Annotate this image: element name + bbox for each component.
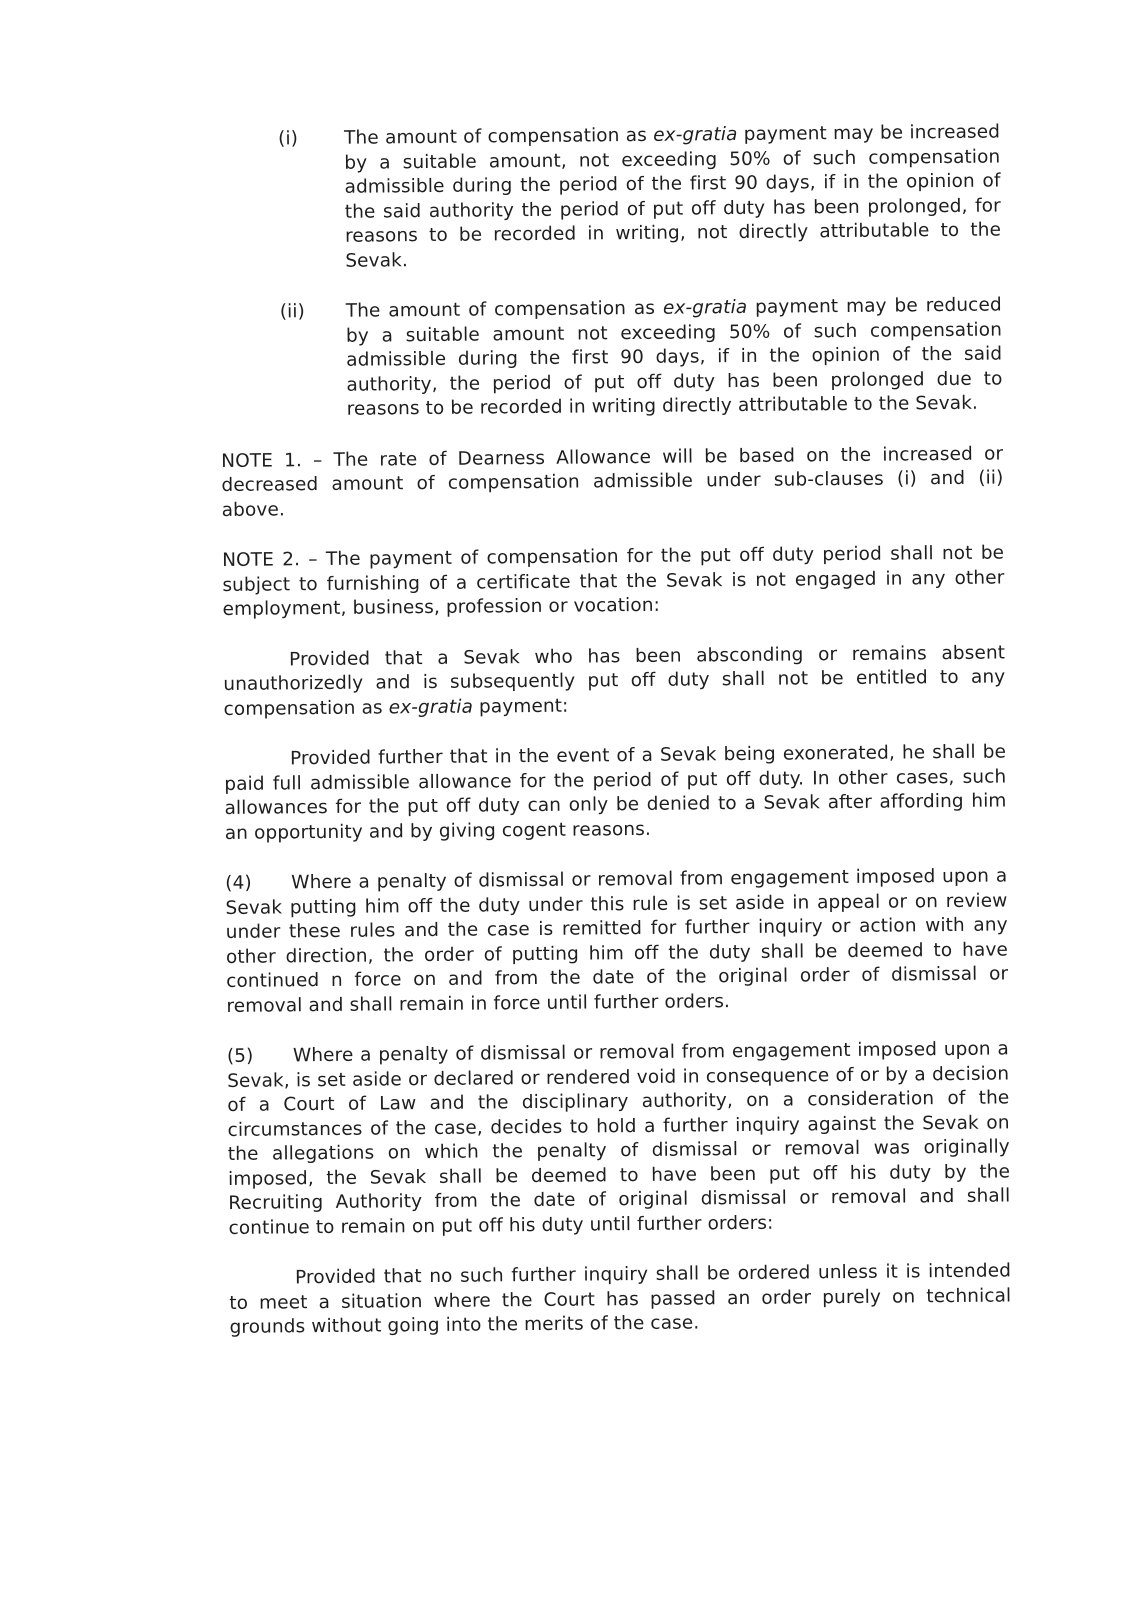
clause-text-start: The amount of compensation as — [345, 297, 664, 322]
paragraph-number: (5) — [226, 1045, 254, 1067]
document-body — [218, 120, 1012, 1366]
clause-text — [346, 293, 1003, 422]
clause-number: (i) — [278, 128, 299, 150]
clause-text-italic: ex-gratia — [662, 296, 748, 319]
paragraph-5 — [227, 1037, 1011, 1240]
paragraph-4 — [225, 864, 1008, 1018]
proviso-text-start: Provided that a Sevak who has been absconding or remains absent unauthorizedly and is subsequently put off duty shall not be entitled to any compensation as — [223, 641, 1006, 720]
clause-text-end: payment may be reduced by a suitable amount not exceeding 50% of such compensation admissible during the first 90 days, if in the opinion of the said authority, the period of put off duty has been prolonged due to reasons to be recorded in writing directly attributable to the Sevak. — [345, 294, 1003, 420]
clause-ii — [220, 293, 1003, 423]
proviso-1 — [223, 641, 1006, 722]
clause-text — [344, 120, 1001, 273]
proviso-3: Provided that no such further inquiry shall be ordered unless it is intended to meet a situation where the Court has passed an order purely on technical grounds without going into the merits of the case. — [229, 1260, 1012, 1338]
note-1: NOTE 1. – The rate of Dearness Allowance will be based on the increased or decreased amount of compensation admissible under sub-clauses (i) and (ii) above. — [221, 442, 1004, 521]
proviso-2: Provided further that in the event of a Sevak being exonerated, he shall be paid full admissible allowance for the period of put off duty. In other cases, such allowances for the put off duty can only be denied to a Sevak after affording him an opportunity and by giving cogent reasons. — [224, 741, 1007, 844]
clause-text-italic: ex-gratia — [653, 124, 738, 146]
clause-text-start: The amount of compensation as — [344, 124, 654, 149]
clause-number: (ii) — [279, 301, 305, 323]
paragraph-text: Where a penalty of dismissal or removal from engagement imposed upon a Sevak putting him off the duty under this rule is set aside in appeal or on review under these rules and the case is remitted for further inquiry or action with any other direction, the order of putting him off the duty shall be deemed to have continued n force on and from the date of the original order of dismissal or removal and shall remain in force until further orders. — [225, 865, 1009, 1017]
proviso-text-italic: ex-gratia — [388, 696, 474, 718]
paragraph-number: (4) — [225, 872, 252, 894]
note-2: NOTE 2. – The payment of compensation for the put off duty period shall not be subject to furnishing of a certificate that the Sevak is not engaged in any other employment, business, profession or vocation: — [222, 542, 1005, 620]
clause-i — [218, 120, 1001, 274]
proviso-text-end: payment: — [472, 695, 569, 718]
paragraph-text: Where a penalty of dismissal or removal from engagement imposed upon a Sevak, is set aside or declared or rendered void in consequence of or by a decision of a Court of Law and the disciplinary authority, on a consideration of the circumstances of the case, decides to hold a further inquiry against the Sevak on the allegations on which the penalty of dismissal or removal was originally imposed, the Sevak shall be deemed to have been put off his duty by the Recruiting Authority from the date of original dismissal or removal and shall continue to remain on put off his duty until further orders: — [227, 1038, 1011, 1239]
clause-text-end: payment may be increased by a suitable amount, not exceeding 50% of such compensation admissible during the period of the first 90 days, if in the opinion of the said authority the period of put off duty has been prolonged, for reasons to be recorded in writing, not directly attributable to the Sevak. — [344, 121, 1002, 272]
